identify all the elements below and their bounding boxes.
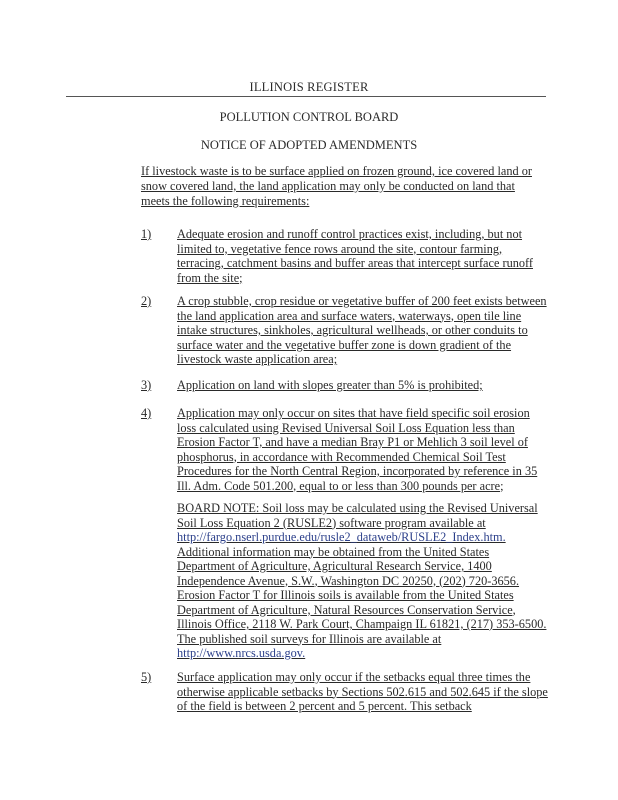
nrcs-link[interactable]: http://www.nrcs.usda.gov. — [177, 646, 306, 660]
rusle2-link[interactable]: http://fargo.nserl.purdue.edu/rusle2_dataweb/RUSLE2_Index.htm. — [177, 530, 506, 544]
intro-paragraph: If livestock waste is to be surface applied on frozen ground, ice covered land or snow covered land, the land application may only be conducted on land that meets the following requirements: — [141, 164, 532, 208]
item-number: 5) — [141, 670, 152, 684]
item-text: Surface application may only occur if the setbacks equal three times the otherwise applicable setbacks by Sections 502.615 and 502.645 if the slope of the field is between 2 percent and 5 percent. This setback — [177, 670, 548, 713]
board-title: POLLUTION CONTROL BOARD — [219, 110, 399, 124]
header-rule — [66, 96, 546, 97]
board-note-text-2: Additional information may be obtained from the United States Department of Agriculture, Agricultural Research Service, 1400 Independence Avenue, S.W., Washington DC 20250, (202) 720-3656. Erosion Factor T for Illinois soils is available from the United States Department of Agriculture, Natural Resources Conservation Service, Illinois Office, 2118 W. Park Court, Champaign IL 61821, (217) 353-6500. The published soil surveys for Illinois are available at — [177, 544, 547, 646]
notice-title: NOTICE OF ADOPTED AMENDMENTS — [200, 138, 418, 152]
item-number: 1) — [141, 227, 152, 241]
item-number: 2) — [141, 294, 152, 308]
item-text: Adequate erosion and runoff control practices exist, including, but not limited to, vegetative fence rows around the site, contour farming, terracing, catchment basins and buffer areas that intercept surface runoff from the site; — [177, 227, 533, 285]
item-text: A crop stubble, crop residue or vegetative buffer of 200 feet exists between the land application area and surface waters, waterways, open tile line intake structures, sinkholes, agricultural wellheads, or other conduits to surface water and the vegetative buffer zone is down gradient of the livestock waste application area; — [177, 294, 547, 366]
item-number: 4) — [141, 406, 152, 420]
register-header: ILLINOIS REGISTER — [249, 80, 369, 94]
board-note-text-1: BOARD NOTE: Soil loss may be calculated using the Revised Universal Soil Loss Equation 2 (RUSLE2) software program available at — [177, 501, 538, 530]
board-note — [177, 501, 548, 661]
item-number: 3) — [141, 378, 152, 392]
item-text: Application may only occur on sites that have field specific soil erosion loss calculated using Revised Universal Soil Loss Equation less than Erosion Factor T, and have a median Bray P1 or Mehlich 3 soil level of phosphorus, in accordance with Recommended Chemical Soil Test Procedures for the North Central Region, incorporated by reference in 35 Ill. Adm. Code 501.200, equal to or less than 300 pounds per acre; — [177, 406, 538, 493]
item-text: Application on land with slopes greater than 5% is prohibited; — [177, 378, 483, 392]
